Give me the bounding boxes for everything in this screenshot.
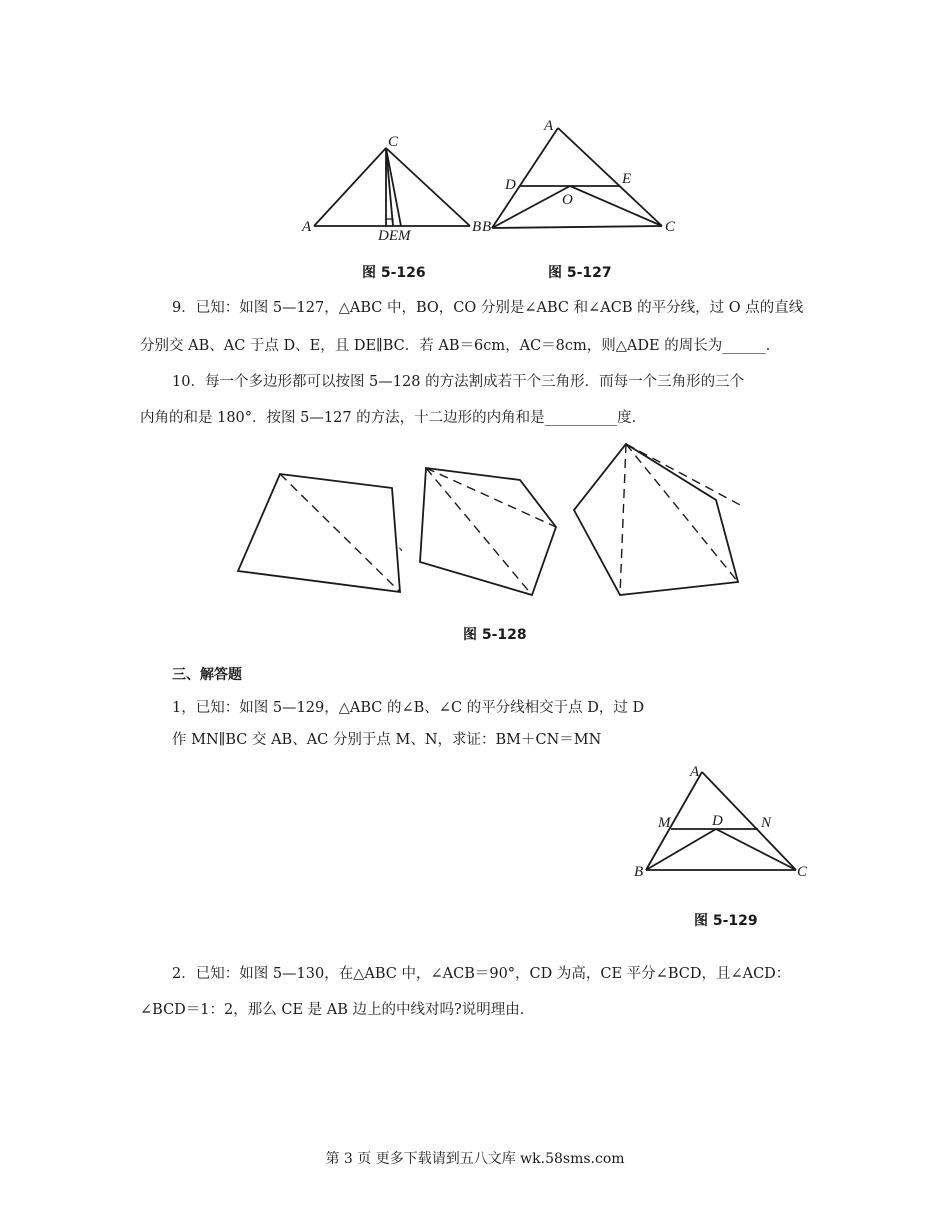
- line-ab: [492, 128, 558, 228]
- line-dc: [716, 829, 796, 870]
- problem-1-line-2: 作 MN∥BC 交 AB、AC 分别于点 M、N，求证：BM＋CN＝MN: [172, 732, 602, 748]
- label-d: D: [712, 813, 723, 829]
- figure-5-127-drawing: [480, 112, 690, 242]
- page-footer: 第 3 页 更多下载请到五八文库 wk.58sms.com: [325, 1151, 625, 1167]
- hexagon-diagonal-1: [626, 444, 738, 582]
- figure-5-128-drawing: [230, 430, 760, 610]
- label-b: B: [634, 864, 644, 880]
- question-9-line-2: 分别交 AB、AC 于点 D、E，且 DE∥BC．若 AB＝6cm，AC＝8cm，则△ADE 的周长为______．: [140, 338, 781, 354]
- line-ac: [314, 148, 386, 226]
- pentagon-diagonal-2: [426, 468, 532, 595]
- quadrilateral-diagonal: [280, 474, 400, 592]
- hexagon-diagonal-2: [620, 444, 626, 595]
- pentagon: [420, 468, 556, 595]
- figure-5-126-drawing: [300, 130, 490, 245]
- hexagon: [574, 444, 738, 595]
- line-bo: [492, 186, 570, 228]
- label-a: A: [302, 219, 312, 235]
- figure-5-127: [480, 112, 690, 242]
- label-a: A: [544, 118, 554, 134]
- figure-5-126: [300, 130, 490, 245]
- caption-5-129: 图 5-129: [694, 913, 758, 929]
- label-c: C: [388, 134, 399, 150]
- figure-5-129-drawing: [630, 756, 820, 886]
- hexagon-diagonal-3: [626, 444, 742, 506]
- problem-2-line-1: 2．已知：如图 5—130，在△ABC 中，∠ACB＝90°，CD 为高，CE 平分∠BCD，且∠ACD：: [172, 966, 791, 982]
- line-bd: [646, 829, 716, 870]
- caption-5-128: 图 5-128: [463, 627, 527, 643]
- question-9-line-1: 9．已知：如图 5—127，△ABC 中，BO，CO 分别是∠ABC 和∠ACB 的平分线，过 O 点的直线: [172, 300, 804, 316]
- label-c: C: [797, 864, 808, 880]
- problem-2-line-2: ∠BCD＝1：2，那么 CE 是 AB 边上的中线对吗?说明理由．: [140, 1002, 535, 1018]
- label-c: C: [665, 219, 676, 235]
- figure-5-128: [230, 430, 760, 610]
- label-m: M: [658, 815, 671, 831]
- problem-1-line-1: 1，已知：如图 5—129，△ABC 的∠B、∠C 的平分线相交于点 D，过 D: [172, 700, 645, 716]
- label-n: N: [761, 815, 772, 831]
- separator-mark: 、: [398, 538, 412, 554]
- label-e: E: [622, 171, 632, 187]
- label-a: A: [690, 764, 700, 780]
- quadrilateral: [238, 474, 400, 592]
- question-10-line-2: 内角的和是 180°．按图 5—127 的方法，十二边形的内角和是__________度．: [140, 410, 647, 426]
- line-oc: [570, 186, 662, 226]
- label-dem: DEM: [378, 228, 411, 244]
- label-b: B: [482, 219, 492, 235]
- caption-5-127: 图 5-127: [548, 265, 612, 281]
- line-bc: [492, 226, 662, 228]
- label-b: B: [472, 219, 482, 235]
- figure-5-129: [630, 756, 820, 886]
- section-title: 三、解答题: [172, 667, 242, 683]
- question-10-line-1: 10．每一个多边形都可以按图 5—128 的方法割成若干个三角形．而每一个三角形的三个: [172, 374, 745, 390]
- line-ce: [386, 148, 393, 226]
- line-ac: [558, 128, 662, 226]
- label-o: O: [562, 192, 573, 208]
- label-d: D: [505, 177, 516, 193]
- line-ab: [646, 772, 702, 870]
- caption-5-126: 图 5-126: [362, 265, 426, 281]
